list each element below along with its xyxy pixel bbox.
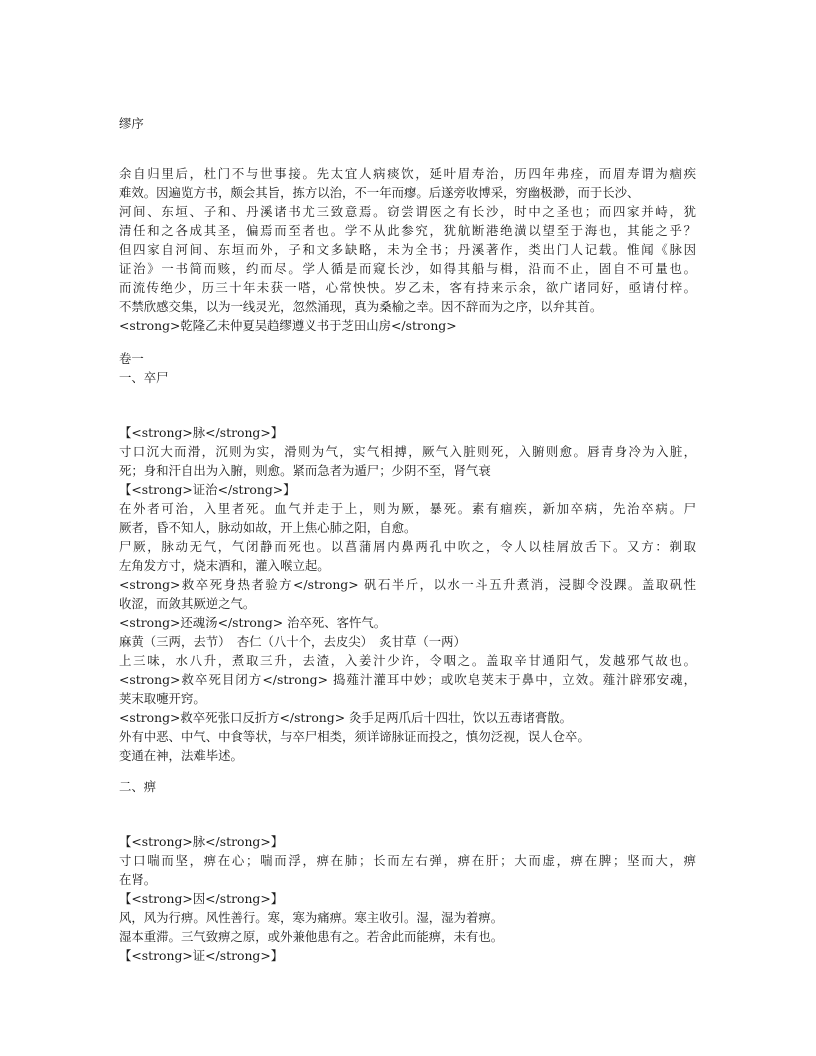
- section-line: 【<strong>证</strong>】: [119, 948, 284, 963]
- preface-line: 河间、东垣、子和、丹溪诸书尤三致意焉。窃尝谓医之有长沙，时中之圣也；而四家并峙，犹: [119, 204, 696, 219]
- preface-line: 而流传绝少，历三十年未获一嗒，心常怏怏。岁乙未，客有持来示余，欲广诸同好，亟请付梓。: [119, 280, 696, 295]
- volume-heading: 卷一: [119, 351, 144, 366]
- section-line: 变通在神，法难毕述。: [119, 748, 243, 763]
- preface-line: 不禁欣感交集，以为一线灵光，忽然涌现，真为桑榆之幸。因不辞而为之序，以弁其首。: [119, 299, 603, 314]
- preface-signature: <strong>乾隆乙未仲夏吴趋缪遵义书于芝田山房</strong>: [119, 318, 457, 333]
- section-line: <strong>救卒死身热者验方</strong> 矾石半斤，以水一斗五升煮消，浸脚令没踝。盖取矾性: [119, 577, 696, 592]
- preface-title: 缪序: [119, 116, 144, 131]
- section-line: 【<strong>脉</strong>】: [119, 425, 284, 440]
- section-line: <strong>还魂汤</strong> 治卒死、客忤气。: [119, 615, 387, 630]
- section-heading: 二、痹: [119, 779, 157, 794]
- section-line: 在外者可治，入里者死。血气并走于上，则为厥，暴死。素有痼疾，新加卒病，先治卒病。尸: [119, 501, 696, 516]
- section-line: 风，风为行痹。风性善行。寒，寒为痛痹。寒主收引。湿，湿为着痹。: [119, 910, 504, 925]
- preface-line: 余自归里后，杜门不与世事接。先太宜人病痰饮，延叶眉寿治，历四年弗痊，而眉寿谓为痼疾: [119, 166, 696, 181]
- section-line: <strong>救卒死张口反折方</strong> 灸手足两爪后十四壮，饮以五毒诸膏散。: [119, 710, 573, 725]
- preface-line: 清任和之各成其圣，偏焉而至者也。学不从此参究，犹航断港绝潢以望至于海也，其能之乎？: [119, 223, 696, 238]
- section-line: 麻黄（三两，去节） 杏仁（八十个，去皮尖） 炙甘草（一两）: [119, 634, 466, 649]
- section-line: 【<strong>证治</strong>】: [119, 482, 296, 497]
- preface-line: 证治》一书简而赅，约而尽。学人循是而窥长沙，如得其船与楫，沿而不止，固自不可量也。: [119, 261, 696, 276]
- section-heading: 一、卒尸: [119, 370, 169, 385]
- section-line: 上三味，水八升，煮取三升，去渣，入姜汁少许，令咽之。盖取辛甘通阳气，发越邪气故也。: [119, 653, 696, 668]
- section-line: 寸口喘而坚，痹在心；喘而浮，痹在肺；长而左右弹，痹在肝；大而虚，痹在脾；坚而大，痹: [119, 853, 696, 868]
- preface-line: 但四家自河间、东垣而外，子和文多缺略，未为全书；丹溪著作，类出门人记载。惟闻《脉因: [119, 242, 696, 257]
- section-line: 尸厥，脉动无气，气闭静而死也。以菖蒲屑内鼻两孔中吹之，令人以桂屑放舌下。又方：剃取: [119, 539, 696, 554]
- section-line: 荚末取嚏开窍。: [119, 691, 206, 706]
- section-line: 收涩，而敛其厥逆之气。: [119, 596, 256, 611]
- section-line: 外有中恶、中气、中食等状，与卒尸相类，须详谛脉证而投之，慎勿泛视，误人仓卒。: [119, 729, 590, 744]
- section-line: 在肾。: [119, 872, 157, 887]
- preface-line: 难效。因遍览方书，颇会其旨，拣方以治，不一年而瘳。后遂旁收博采，穷幽极渺，而于长沙、: [119, 185, 640, 200]
- section-line: 死；身和汗自出为入腑，则愈。紧而急者为遁尸；少阴不至，肾气衰: [119, 463, 491, 478]
- section-line: 厥者，昏不知人，脉动如故，开上焦心肺之阳，自愈。: [119, 520, 417, 535]
- section-line: 左角发方寸，烧末酒和，灌入喉立起。: [119, 558, 330, 573]
- section-line: 【<strong>因</strong>】: [119, 891, 284, 906]
- section-line: 【<strong>脉</strong>】: [119, 834, 284, 849]
- section-line: 寸口沉大而滑，沉则为实，滑则为气，实气相搏，厥气入脏则死，入腑则愈。唇青身冷为入脏，: [119, 444, 696, 459]
- section-line: 湿本重滞。三气致痹之原，或外兼他患有之。若舍此而能痹，未有也。: [119, 929, 504, 944]
- section-line: <strong>救卒死目闭方</strong> 捣薤汁灌耳中妙；或吹皂荚末于鼻中，立效。薤汁辟邪安魂，: [119, 672, 696, 687]
